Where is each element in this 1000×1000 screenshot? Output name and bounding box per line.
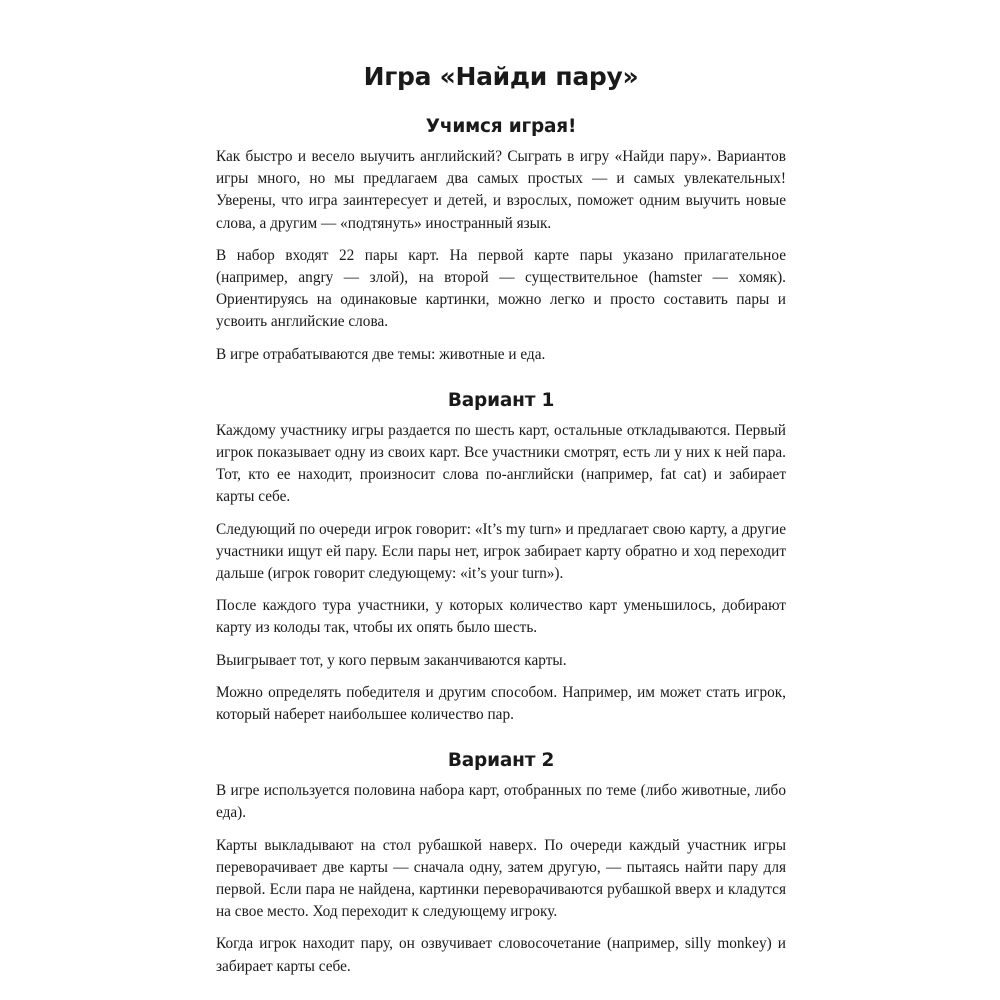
section-heading: Вариант 2 bbox=[447, 750, 555, 772]
document-page bbox=[216, 60, 786, 988]
paragraph: Можно определять победителя и другим способом. Например, им может стать игрок, который наберет наибольшее количество пар. bbox=[216, 683, 786, 724]
paragraph: Следующий по очереди игрок говорит: «It’s my turn» и предлагает свою карту, а другие участники ищут ей пару. Если пары нет, игрок забирает карту обратно и ход переходит дальше (игрок говорит следующему: «it’s your turn»). bbox=[216, 520, 786, 583]
paragraph: Выигрывает тот, у кого первым заканчиваются карты. bbox=[216, 651, 567, 669]
page-title: Игра «Найди пару» bbox=[363, 62, 639, 91]
section-learning bbox=[216, 114, 786, 366]
paragraph: Когда игрок находит пару, он озвучивает словосочетание (например, silly monkey) и забирает карты себе. bbox=[216, 935, 786, 975]
paragraph: Как быстро и весело выучить английский? Сыграть в игру «Найди пару». Вариантов игры много, но мы предлагаем два самых простых — и самых увлекательных! Уверены, что игра заинтересует и детей, и взрослых, поможет одним выучить новые слова, а другим — «подтянуть» иностранный язык. bbox=[216, 148, 786, 232]
paragraph: После каждого тура участники, у которых количество карт уменьшилось, добирают карту из колоды так, чтобы их опять было шесть. bbox=[216, 597, 786, 637]
paragraph: В набор входят 22 пары карт. На первой карте пары указано прилагательное (например, angry — злой), на второй — существительное (hamster — хомяк). Ориентируясь на одинаковые картинки, можно легко и просто составить пары и усвоить английские слова. bbox=[216, 246, 786, 331]
paragraph: Каждому участнику игры раздается по шесть карт, остальные откладываются. Первый игрок показывает одну из своих карт. Все участники смотрят, есть ли у них к ней пара. Тот, кто ее находит, произносит слова по-английски (например, fat cat) и забирает карты себе. bbox=[216, 421, 786, 506]
paragraph: Карты выкладывают на стол рубашкой наверх. По очереди каждый участник игры переворачивает две карты — сначала одну, затем другую, — пытаясь найти пару для первой. Если пара не найдена, картинки переворачиваются рубашкой вверх и кладутся на свое место. Ход переходит к следующему игроку. bbox=[216, 836, 786, 921]
paragraph: В игре отрабатываются две темы: животные и еда. bbox=[216, 345, 546, 363]
section-heading: Учимся играя! bbox=[425, 116, 577, 137]
section-variant-2 bbox=[216, 748, 786, 978]
section-heading: Вариант 1 bbox=[447, 389, 555, 411]
section-variant-1 bbox=[216, 388, 786, 726]
paragraph: В игре используется половина набора карт, отобранных по теме (либо животные, либо еда). bbox=[216, 782, 786, 822]
